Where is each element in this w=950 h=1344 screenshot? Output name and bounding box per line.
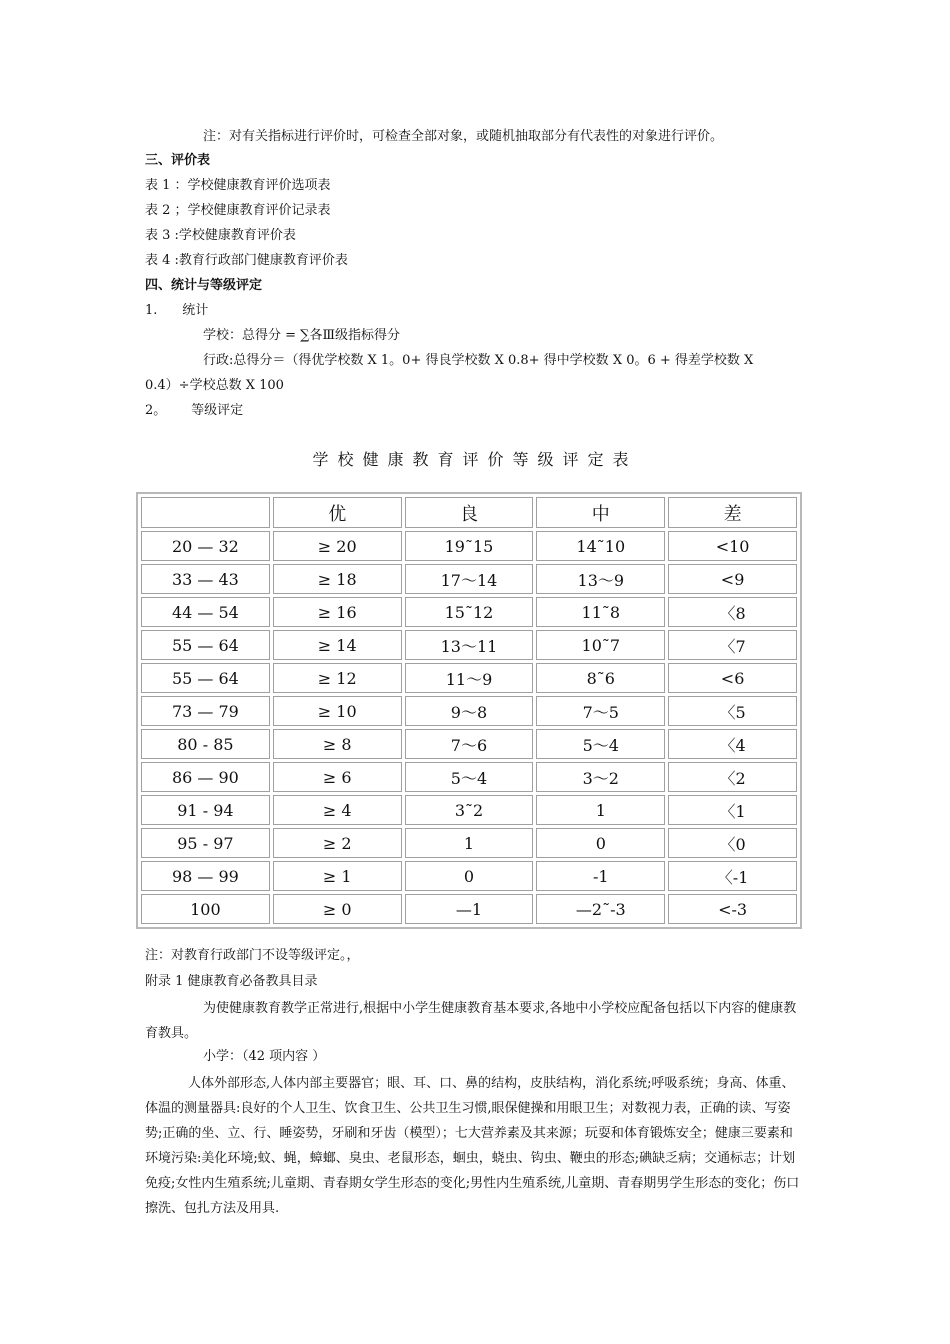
table-row <box>141 729 797 759</box>
table-list-item-2: 表 2 ；学校健康教育评价记录表 <box>145 203 331 218</box>
table-list-item-3: 表 3 :学校健康教育评价表 <box>145 228 296 243</box>
table-row <box>141 630 797 660</box>
grade-cell: 13～11 <box>405 630 534 660</box>
grade-cell: ≥ 10 <box>273 696 402 726</box>
admin-formula-line-2: 0.4）÷学校总数 X 100 <box>145 378 284 393</box>
grade-cell: ≥ 12 <box>273 663 402 693</box>
table-note: 注：对教育行政部门不设等级评定。， <box>145 948 360 963</box>
grade-cell: <-3 <box>668 894 797 924</box>
score-range-cell: 20 — 32 <box>141 531 270 561</box>
grade-cell: 11˜8 <box>536 597 665 627</box>
table-list-item-1: 表 1 ：学校健康教育评价选项表 <box>145 178 331 193</box>
score-range-cell: 80 - 85 <box>141 729 270 759</box>
grade-cell: ≥ 14 <box>273 630 402 660</box>
grade-cell: 〈2 <box>668 762 797 792</box>
grading-item: 2。 等级评定 <box>145 403 244 418</box>
admin-formula-line-1: 行政:总得分＝（得优学校数 X 1。0+ 得良学校数 X 0.8+ 得中学校数 X 0。6 + 得差学校数 X <box>203 353 754 368</box>
score-range-cell: 86 — 90 <box>141 762 270 792</box>
grade-cell: ≥ 4 <box>273 795 402 825</box>
grade-cell: ≥ 0 <box>273 894 402 924</box>
grade-table <box>136 492 802 929</box>
grade-cell: ≥ 2 <box>273 828 402 858</box>
grade-cell: 1 <box>536 795 665 825</box>
school-formula: 学校：总得分 = ∑各Ⅲ级指标得分 <box>203 328 400 343</box>
primary-school-label: 小学：（42 项内容 ） <box>203 1049 326 1064</box>
grade-cell: 1 <box>405 828 534 858</box>
grade-cell: 15˜12 <box>405 597 534 627</box>
grade-cell: —1 <box>405 894 534 924</box>
grade-cell: 0 <box>536 828 665 858</box>
grade-cell: ≥ 20 <box>273 531 402 561</box>
grade-cell: 8˜6 <box>536 663 665 693</box>
table-header-cell: 良 <box>405 497 534 528</box>
grade-cell: ≥ 8 <box>273 729 402 759</box>
table-header-cell <box>141 497 270 528</box>
grade-cell: 3～2 <box>536 762 665 792</box>
table-row <box>141 762 797 792</box>
grade-cell: ≥ 16 <box>273 597 402 627</box>
table-row <box>141 696 797 726</box>
table-row <box>141 861 797 891</box>
grade-cell: 9～8 <box>405 696 534 726</box>
grade-cell: 〈5 <box>668 696 797 726</box>
score-range-cell: 98 — 99 <box>141 861 270 891</box>
table-row <box>141 531 797 561</box>
table-row <box>141 564 797 594</box>
statistics-item: 1. 统计 <box>145 303 209 318</box>
section-heading-statistics: 四、统计与等级评定 <box>145 278 263 293</box>
grade-cell: 〈-1 <box>668 861 797 891</box>
table-row <box>141 828 797 858</box>
grade-cell: 3˜2 <box>405 795 534 825</box>
table-row <box>141 894 797 924</box>
score-range-cell: 100 <box>141 894 270 924</box>
grade-cell: 14˜10 <box>536 531 665 561</box>
score-range-cell: 95 - 97 <box>141 828 270 858</box>
grade-cell: 〈4 <box>668 729 797 759</box>
table-list-item-4: 表 4 :教育行政部门健康教育评价表 <box>145 253 348 268</box>
grade-cell: ≥ 18 <box>273 564 402 594</box>
grade-cell: 5～4 <box>405 762 534 792</box>
grade-cell: 5～4 <box>536 729 665 759</box>
grade-cell: 11～9 <box>405 663 534 693</box>
grade-cell: ≥ 1 <box>273 861 402 891</box>
grade-cell: 〈8 <box>668 597 797 627</box>
table-title: 学校健康教育评价等级评定表 <box>312 450 638 469</box>
grade-cell: <10 <box>668 531 797 561</box>
table-header-row <box>141 497 797 528</box>
grade-cell: 7～6 <box>405 729 534 759</box>
grade-cell: 17～14 <box>405 564 534 594</box>
score-range-cell: 55 — 64 <box>141 630 270 660</box>
grade-cell: ≥ 6 <box>273 762 402 792</box>
appendix-intro: 为使健康教育教学正常进行,根据中小学生健康教育基本要求,各地中小学校应配备包括以下内容的健康教育教具。 <box>145 1001 797 1041</box>
table-header-cell: 差 <box>668 497 797 528</box>
table-header-cell: 中 <box>536 497 665 528</box>
score-range-cell: 55 — 64 <box>141 663 270 693</box>
table-row <box>141 795 797 825</box>
score-range-cell: 91 - 94 <box>141 795 270 825</box>
grade-cell: <6 <box>668 663 797 693</box>
grade-cell: -1 <box>536 861 665 891</box>
score-range-cell: 33 — 43 <box>141 564 270 594</box>
grade-cell: 〈0 <box>668 828 797 858</box>
grade-cell: <9 <box>668 564 797 594</box>
table-header-cell: 优 <box>273 497 402 528</box>
table-row <box>141 663 797 693</box>
score-range-cell: 73 — 79 <box>141 696 270 726</box>
grade-cell: 13～9 <box>536 564 665 594</box>
grade-cell: —2˜-3 <box>536 894 665 924</box>
table-row <box>141 597 797 627</box>
grade-cell: 19˜15 <box>405 531 534 561</box>
score-range-cell: 44 — 54 <box>141 597 270 627</box>
grade-cell: 〈7 <box>668 630 797 660</box>
grade-cell: 0 <box>405 861 534 891</box>
grade-cell: 〈1 <box>668 795 797 825</box>
evaluation-note: 注：对有关指标进行评价时，可检查全部对象，或随机抽取部分有代表性的对象进行评价。 <box>203 129 724 144</box>
primary-school-content: 人体外部形态,人体内部主要器官；眼、耳、口、鼻的结构，皮肤结构，消化系统;呼吸系统；身高、体重、体温的测量器具:良好的个人卫生、饮食卫生、公共卫生习惯,眼保健操和用眼卫生；对数视力表，正确的读、写姿势;正确的坐、立、行、睡姿势，牙刷和牙齿（模型）；七大营养素及其来源；玩耍和体育锻炼安全；健康三要素和环境污染:美化环境;蚊、蝇，蟑螂、臭虫、老鼠形态，蛔虫，蛲虫、钩虫、鞭虫的形态;碘缺乏病；交通标志；计划免疫;女性内生殖系统;儿童期、青春期女学生形态的变化;男性内生殖系统,儿童期、青春期男学生形态的变化；伤口擦洗、包扎方法及用具. <box>145 1076 800 1216</box>
appendix-title: 附录 1 健康教育必备教具目录 <box>145 974 318 989</box>
section-heading-evaluation-tables: 三、评价表 <box>145 153 211 168</box>
grade-cell: 7～5 <box>536 696 665 726</box>
grade-cell: 10˜7 <box>536 630 665 660</box>
